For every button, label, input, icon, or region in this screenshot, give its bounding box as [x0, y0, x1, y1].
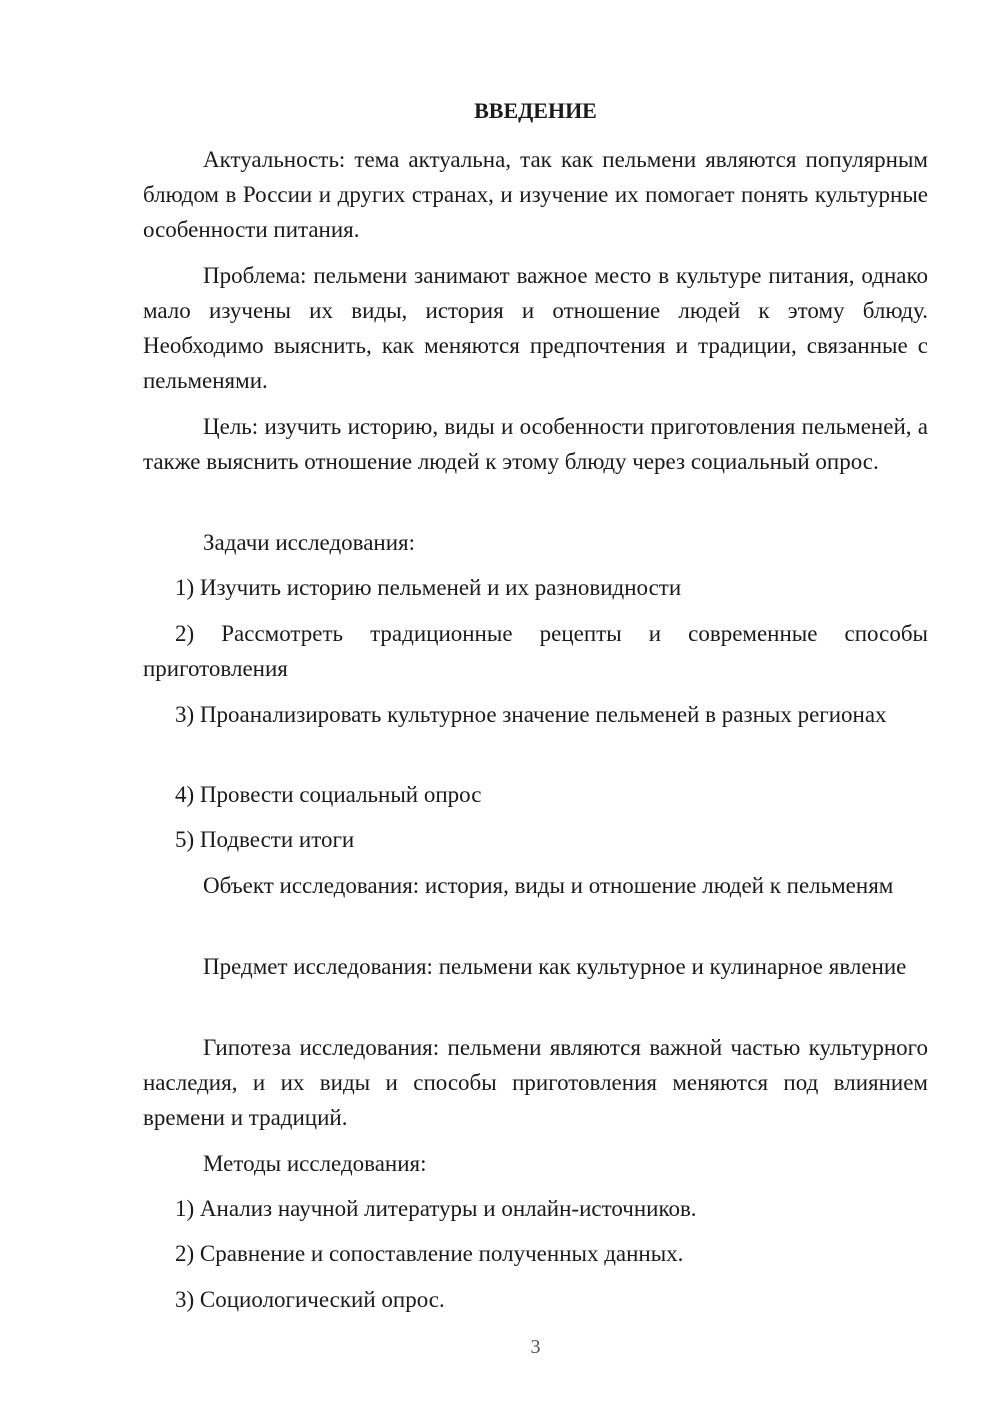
paragraph-goal: Цель: изучить историю, виды и особенности приготовления пельменей, а также выяснить отношение людей к этому блюду через социальный опрос. — [143, 414, 928, 474]
paragraph-relevance: Актуальность: тема актуальна, так как пельмени являются популярным блюдом в России и других странах, и изучение их помогает понять культурные особенности питания. — [143, 147, 928, 242]
section-heading: ВВЕДЕНИЕ — [474, 98, 597, 123]
task-item-2: 2) Рассмотреть традиционные рецепты и современные способы приготовления — [143, 621, 928, 681]
paragraph-problem: Проблема: пельмени занимают важное место в культуре питания, однако мало изучены их виды, история и отношение людей к этому блюду. Необходимо выяснить, как меняются предпочтения и традиции, связанные с пельменями. — [143, 263, 928, 393]
task-item-5: 5) Подвести итоги — [175, 827, 355, 852]
method-item-1: 1) Анализ научной литературы и онлайн-источников. — [175, 1196, 697, 1221]
method-item-3: 3) Социологический опрос. — [175, 1287, 445, 1312]
task-item-1: 1) Изучить историю пельменей и их разновидности — [175, 575, 682, 600]
paragraph-object: Объект исследования: история, виды и отношение людей к пельменям — [203, 873, 894, 898]
task-item-3: 3) Проанализировать культурное значение пельменей в разных регионах — [175, 702, 887, 727]
page-number: 3 — [530, 1336, 541, 1358]
task-item-4: 4) Провести социальный опрос — [175, 782, 482, 807]
paragraph-tasks-heading: Задачи исследования: — [203, 530, 416, 555]
paragraph-subject: Предмет исследования: пельмени как культурное и кулинарное явление — [203, 954, 907, 979]
method-item-2: 2) Сравнение и сопоставление полученных данных. — [175, 1241, 684, 1266]
paragraph-hypothesis: Гипотеза исследования: пельмени являются важной частью культурного наследия, и их виды и способы приготовления меняются под влиянием времени и традиций. — [143, 1035, 928, 1130]
paragraph-methods-heading: Методы исследования: — [203, 1151, 427, 1176]
